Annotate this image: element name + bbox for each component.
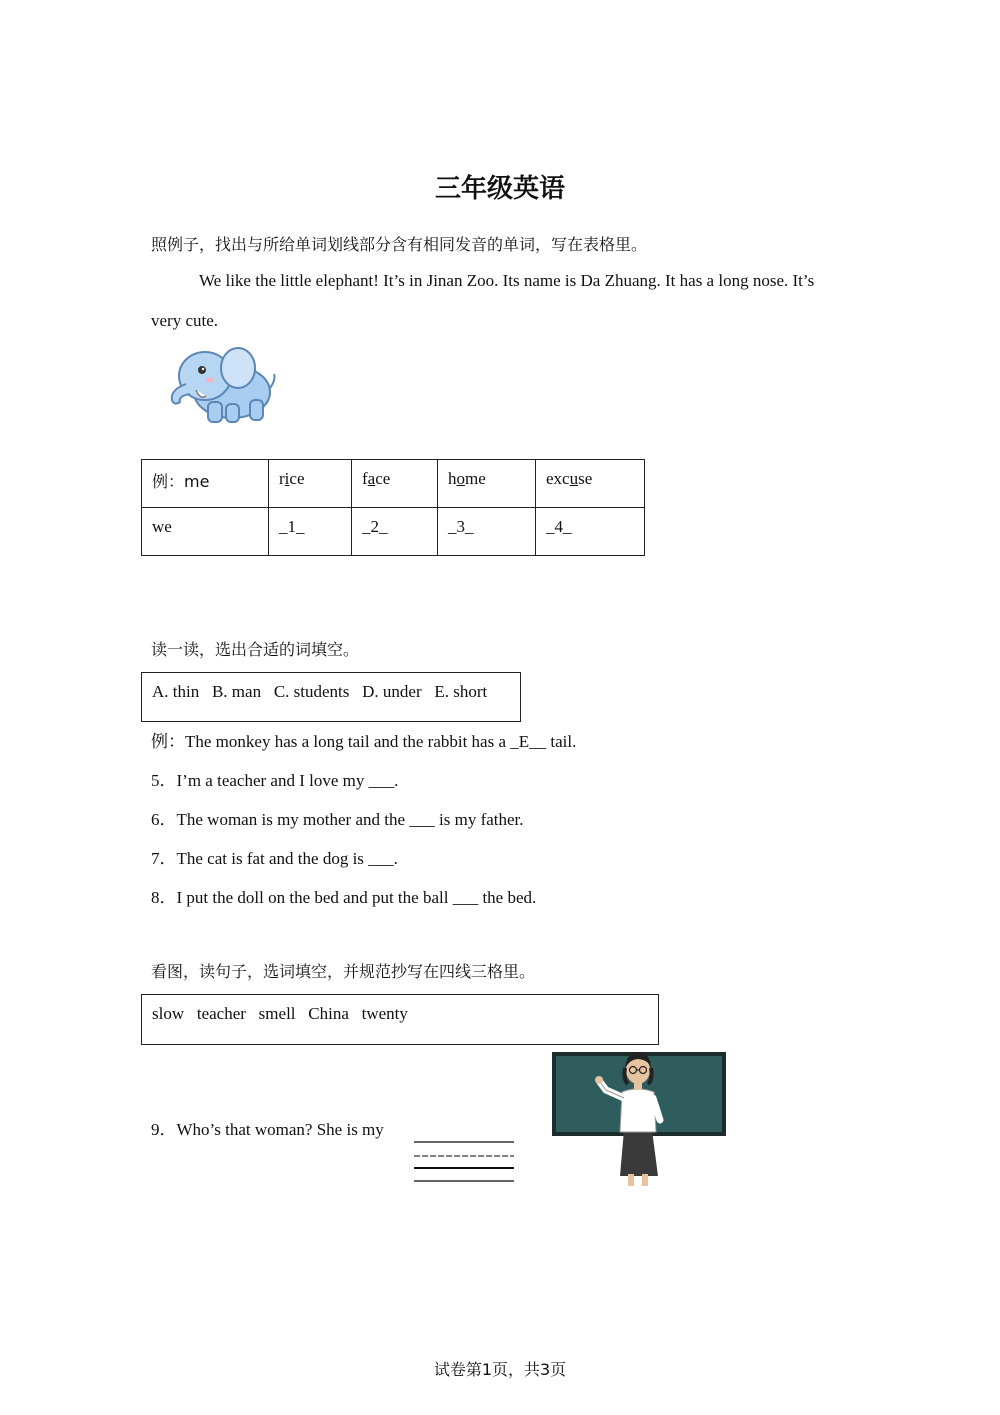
phonics-table [141, 459, 645, 556]
table-cell: rice [269, 460, 352, 508]
table-row [142, 460, 645, 508]
question-6: 6．The woman is my mother and the ___ is my father. [151, 810, 524, 829]
answer-blank-4[interactable]: _4_ [536, 508, 645, 556]
example-sentence: 例：The monkey has a long tail and the rabbit has a _E__ tail. [151, 732, 577, 751]
answer-blank-2[interactable]: _2_ [352, 508, 438, 556]
word-options-box: A. thin B. man C. students D. under E. short [141, 672, 521, 722]
answer-blank-1[interactable]: _1_ [269, 508, 352, 556]
word-bank-box: slow teacher smell China twenty [141, 994, 659, 1045]
section1-instruction: 照例子，找出与所给单词划线部分含有相同发音的单词，写在表格里。 [151, 235, 648, 254]
passage-line-1: We like the little elephant! It’s in Jinan Zoo. Its name is Da Zhuang. It has a long nose. It’s [199, 271, 815, 290]
table-cell: excuse [536, 460, 645, 508]
page-title: 三年级英语 [434, 174, 565, 204]
table-row [142, 508, 645, 556]
question-8: 8．I put the doll on the bed and put the ball ___ the bed. [151, 888, 537, 907]
passage-line-2: very cute. [151, 311, 219, 330]
answer-blank-3[interactable]: _3_ [438, 508, 536, 556]
page-footer: 试卷第1页，共3页 [433, 1360, 567, 1379]
table-cell: face [352, 460, 438, 508]
section3-instruction: 看图，读句子，选词填空，并规范抄写在四线三格里。 [151, 962, 536, 981]
question-9: 9．Who’s that woman? She is my [151, 1120, 384, 1139]
question-7: 7．The cat is fat and the dog is ___. [151, 849, 398, 868]
elephant-icon [160, 340, 280, 430]
section2-instruction: 读一读，选出合适的词填空。 [151, 640, 360, 659]
teacher-icon [548, 1048, 730, 1188]
table-cell: home [438, 460, 536, 508]
table-cell: we [142, 508, 269, 556]
table-cell: 例：me [142, 460, 269, 508]
question-5: 5．I’m a teacher and I love my ___. [151, 771, 399, 790]
four-line-grid[interactable] [412, 1136, 516, 1186]
